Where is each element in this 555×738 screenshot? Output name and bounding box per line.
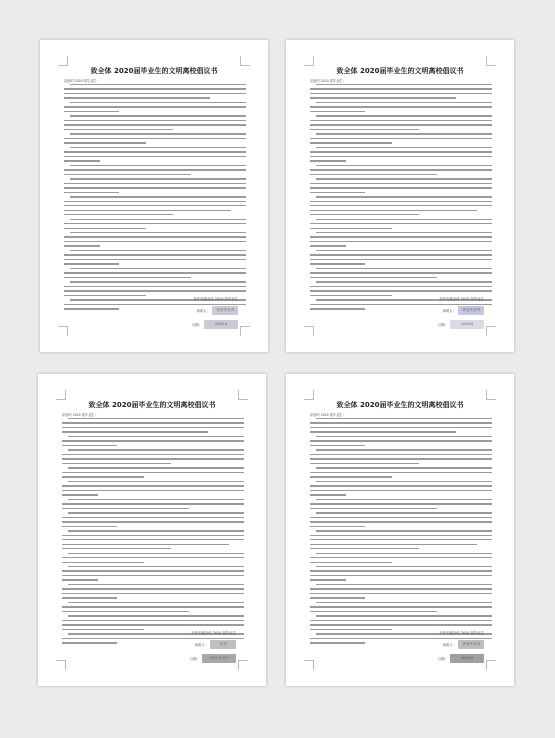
text-line xyxy=(70,219,246,220)
document-page-1 xyxy=(40,40,268,352)
date-stamp: 2020年 6月 xyxy=(202,654,236,663)
text-line xyxy=(62,440,244,441)
text-line xyxy=(62,579,98,580)
text-line xyxy=(62,638,244,639)
signer-row xyxy=(442,640,484,649)
text-line xyxy=(310,472,492,473)
text-line xyxy=(68,481,244,482)
text-line xyxy=(70,115,246,116)
crop-mark xyxy=(56,660,66,670)
text-line xyxy=(62,588,244,589)
text-line xyxy=(316,553,492,554)
body-text xyxy=(62,418,244,647)
text-line xyxy=(310,629,392,630)
text-line xyxy=(64,228,146,229)
text-line xyxy=(310,422,492,423)
text-line xyxy=(62,557,244,558)
text-line xyxy=(310,427,492,428)
text-line xyxy=(310,570,492,571)
text-line xyxy=(68,530,244,531)
text-line xyxy=(62,427,244,428)
text-line xyxy=(62,642,117,643)
text-line xyxy=(316,84,492,85)
crop-mark xyxy=(240,326,250,336)
text-line xyxy=(62,476,144,477)
document-title: 致全体 2020届毕业生的文明离校倡议书 xyxy=(336,67,464,75)
text-line xyxy=(64,151,246,152)
text-line xyxy=(310,557,492,558)
text-line xyxy=(310,205,492,206)
text-line xyxy=(64,210,231,211)
signer-row xyxy=(442,306,484,315)
text-line xyxy=(62,624,244,625)
text-line xyxy=(70,165,246,166)
text-line xyxy=(62,517,244,518)
text-line xyxy=(62,472,244,473)
crop-mark xyxy=(238,390,248,400)
text-line xyxy=(310,539,492,540)
text-line xyxy=(64,129,173,130)
text-line xyxy=(316,219,492,220)
text-line xyxy=(310,548,419,549)
body-text xyxy=(310,84,492,313)
crop-mark xyxy=(240,56,250,66)
crop-mark xyxy=(304,390,314,400)
signer-row xyxy=(194,640,236,649)
text-line xyxy=(310,304,492,305)
text-line xyxy=(62,431,208,432)
crop-mark xyxy=(486,390,496,400)
text-line xyxy=(62,494,98,495)
text-line xyxy=(310,187,492,188)
text-line xyxy=(70,102,246,103)
text-line xyxy=(68,615,244,616)
text-line xyxy=(64,286,246,287)
text-line xyxy=(62,593,244,594)
text-line xyxy=(62,485,244,486)
signature-stamp: 毕业生签名 xyxy=(458,640,484,649)
text-line xyxy=(310,431,456,432)
text-line xyxy=(310,445,365,446)
text-line xyxy=(310,454,492,455)
signature-stamp: 毕业生签名 xyxy=(458,306,484,315)
text-line xyxy=(310,160,346,161)
text-line xyxy=(62,535,244,536)
text-line xyxy=(64,236,246,237)
text-line xyxy=(310,526,365,527)
document-title: 致全体 2020届毕业生的文明离校倡议书 xyxy=(90,67,218,75)
text-line xyxy=(310,562,392,563)
text-line xyxy=(62,539,244,540)
crop-mark xyxy=(238,660,248,670)
text-line xyxy=(310,517,492,518)
text-line xyxy=(310,174,437,175)
text-line xyxy=(316,178,492,179)
text-line xyxy=(70,147,246,148)
text-line xyxy=(310,93,492,94)
date-label: 日期： xyxy=(437,657,448,661)
text-line xyxy=(316,165,492,166)
body-text xyxy=(64,84,246,313)
text-line xyxy=(64,156,246,157)
document-page-4 xyxy=(286,374,514,686)
text-line xyxy=(70,281,246,282)
greeting-line: 亲爱的 2020 届毕业生： xyxy=(64,79,100,83)
text-line xyxy=(62,503,244,504)
text-line xyxy=(316,196,492,197)
text-line xyxy=(62,620,244,621)
text-line xyxy=(310,597,365,598)
text-line xyxy=(310,120,492,121)
crop-mark xyxy=(56,390,66,400)
text-line xyxy=(64,201,246,202)
text-line xyxy=(316,147,492,148)
text-line xyxy=(310,124,492,125)
text-line xyxy=(62,463,171,464)
text-line xyxy=(62,548,171,549)
signer-label: 承诺人： xyxy=(194,643,208,647)
text-line xyxy=(310,544,477,545)
text-line xyxy=(316,584,492,585)
text-line xyxy=(310,214,419,215)
text-line xyxy=(316,449,492,450)
text-line xyxy=(310,503,492,504)
text-line xyxy=(68,449,244,450)
document-page-3 xyxy=(38,374,266,686)
text-line xyxy=(316,602,492,603)
text-line xyxy=(64,272,246,273)
text-line xyxy=(310,463,419,464)
greeting-line: 亲爱的 2020 届毕业生： xyxy=(310,413,346,417)
text-line xyxy=(62,521,244,522)
text-line xyxy=(310,476,392,477)
text-line xyxy=(310,638,492,639)
document-title: 致全体 2020届毕业生的文明离校倡议书 xyxy=(336,401,464,409)
text-line xyxy=(310,575,492,576)
text-line xyxy=(70,84,246,85)
text-line xyxy=(310,201,492,202)
text-line xyxy=(68,584,244,585)
text-line xyxy=(310,485,492,486)
text-line xyxy=(64,106,246,107)
date-row xyxy=(190,654,236,663)
text-line xyxy=(310,106,492,107)
text-line xyxy=(310,245,346,246)
text-line xyxy=(70,196,246,197)
date-stamp: 2020.6 xyxy=(450,320,484,329)
text-line xyxy=(70,133,246,134)
date-stamp: 2020.6 xyxy=(450,654,484,663)
text-line xyxy=(62,458,244,459)
date-label: 日期： xyxy=(437,323,448,327)
text-line xyxy=(310,192,365,193)
closing-line: 开开年级全体 2020 届毕业生 xyxy=(439,297,484,301)
text-line xyxy=(68,553,244,554)
text-line xyxy=(310,228,392,229)
text-line xyxy=(316,566,492,567)
text-line xyxy=(62,490,244,491)
text-line xyxy=(316,467,492,468)
crop-mark xyxy=(486,326,496,336)
text-line xyxy=(64,142,146,143)
text-line xyxy=(310,254,492,255)
text-line xyxy=(310,272,492,273)
text-line xyxy=(310,277,437,278)
text-line xyxy=(310,88,492,89)
text-line xyxy=(64,259,246,260)
text-line xyxy=(64,120,246,121)
text-line xyxy=(310,290,492,291)
signature-stamp: 签名 xyxy=(210,640,236,649)
text-line xyxy=(68,467,244,468)
text-line xyxy=(70,268,246,269)
text-line xyxy=(64,124,246,125)
signer-label: 承诺人： xyxy=(442,309,456,313)
text-line xyxy=(62,544,229,545)
text-line xyxy=(310,111,365,112)
text-line xyxy=(68,436,244,437)
text-line xyxy=(68,499,244,500)
text-line xyxy=(68,566,244,567)
text-line xyxy=(310,210,477,211)
text-line xyxy=(62,570,244,571)
greeting-line: 亲爱的 2020 届毕业生： xyxy=(62,413,98,417)
text-line xyxy=(62,422,244,423)
signature-stamp: 毕业生签名 xyxy=(212,306,238,315)
crop-mark xyxy=(486,660,496,670)
text-line xyxy=(310,138,492,139)
text-line xyxy=(68,512,244,513)
text-line xyxy=(64,304,246,305)
closing-line: 开开年级全体 2020 届毕业生 xyxy=(439,631,484,635)
text-line xyxy=(64,192,119,193)
text-line xyxy=(64,214,173,215)
text-line xyxy=(310,183,492,184)
text-line xyxy=(310,295,392,296)
signer-row xyxy=(196,306,238,315)
text-line xyxy=(310,611,437,612)
text-line xyxy=(310,606,492,607)
text-line xyxy=(64,254,246,255)
document-page-2 xyxy=(286,40,514,352)
closing-line: 开开年级全体 2020 届毕业生 xyxy=(191,631,236,635)
text-line xyxy=(316,281,492,282)
text-line xyxy=(62,606,244,607)
signer-label: 承诺人： xyxy=(442,643,456,647)
text-line xyxy=(310,169,492,170)
text-line xyxy=(64,93,246,94)
text-line xyxy=(64,97,210,98)
text-line xyxy=(316,102,492,103)
text-line xyxy=(62,508,189,509)
text-line xyxy=(64,160,100,161)
greeting-line: 亲爱的 2020 届毕业生： xyxy=(310,79,346,83)
text-line xyxy=(70,250,246,251)
signer-label: 承诺人： xyxy=(196,309,210,313)
text-line xyxy=(310,535,492,536)
text-line xyxy=(64,263,119,264)
document-title: 致全体 2020届毕业生的文明离校倡议书 xyxy=(88,401,216,409)
date-row xyxy=(192,320,238,329)
text-line xyxy=(316,512,492,513)
text-line xyxy=(316,530,492,531)
text-line xyxy=(316,418,492,419)
closing-line: 开开年级全体 2020 届毕业生 xyxy=(193,297,238,301)
text-line xyxy=(62,526,117,527)
text-line xyxy=(316,615,492,616)
text-line xyxy=(64,241,246,242)
body-text xyxy=(310,418,492,647)
text-line xyxy=(310,490,492,491)
text-line xyxy=(70,232,246,233)
text-line xyxy=(310,579,346,580)
text-line xyxy=(310,286,492,287)
text-line xyxy=(316,268,492,269)
text-line xyxy=(316,232,492,233)
text-line xyxy=(310,588,492,589)
date-label: 日期： xyxy=(189,657,200,661)
text-line xyxy=(316,115,492,116)
text-line xyxy=(62,597,117,598)
text-line xyxy=(64,174,191,175)
crop-mark xyxy=(58,326,68,336)
crop-mark xyxy=(304,56,314,66)
text-line xyxy=(310,156,492,157)
text-line xyxy=(64,308,119,309)
text-line xyxy=(64,138,246,139)
text-line xyxy=(310,642,365,643)
text-line xyxy=(310,129,419,130)
text-line xyxy=(64,111,119,112)
text-line xyxy=(70,178,246,179)
text-line xyxy=(310,308,365,309)
crop-mark xyxy=(58,56,68,66)
text-line xyxy=(310,259,492,260)
text-line xyxy=(62,445,117,446)
text-line xyxy=(64,295,146,296)
text-line xyxy=(62,575,244,576)
text-line xyxy=(68,418,244,419)
date-row xyxy=(438,320,484,329)
text-line xyxy=(310,142,392,143)
text-line xyxy=(68,602,244,603)
text-line xyxy=(310,97,456,98)
text-line xyxy=(64,169,246,170)
text-line xyxy=(62,562,144,563)
text-line xyxy=(64,88,246,89)
text-line xyxy=(310,593,492,594)
text-line xyxy=(316,436,492,437)
text-line xyxy=(310,624,492,625)
date-stamp: 2020.6 xyxy=(204,320,238,329)
text-line xyxy=(310,241,492,242)
date-label: 日期： xyxy=(191,323,202,327)
text-line xyxy=(316,481,492,482)
text-line xyxy=(310,440,492,441)
crop-mark xyxy=(304,660,314,670)
text-line xyxy=(64,183,246,184)
text-line xyxy=(310,223,492,224)
text-line xyxy=(62,454,244,455)
text-line xyxy=(64,245,100,246)
text-line xyxy=(64,187,246,188)
text-line xyxy=(310,620,492,621)
text-line xyxy=(316,133,492,134)
text-line xyxy=(310,236,492,237)
text-line xyxy=(310,458,492,459)
text-line xyxy=(310,263,365,264)
text-line xyxy=(62,611,189,612)
text-line xyxy=(316,250,492,251)
crop-mark xyxy=(486,56,496,66)
text-line xyxy=(310,508,437,509)
text-line xyxy=(64,205,246,206)
text-line xyxy=(64,223,246,224)
text-line xyxy=(316,499,492,500)
text-line xyxy=(62,629,144,630)
text-line xyxy=(64,290,246,291)
date-row xyxy=(438,654,484,663)
text-line xyxy=(310,521,492,522)
text-line xyxy=(64,277,191,278)
text-line xyxy=(310,151,492,152)
crop-mark xyxy=(304,326,314,336)
text-line xyxy=(310,494,346,495)
